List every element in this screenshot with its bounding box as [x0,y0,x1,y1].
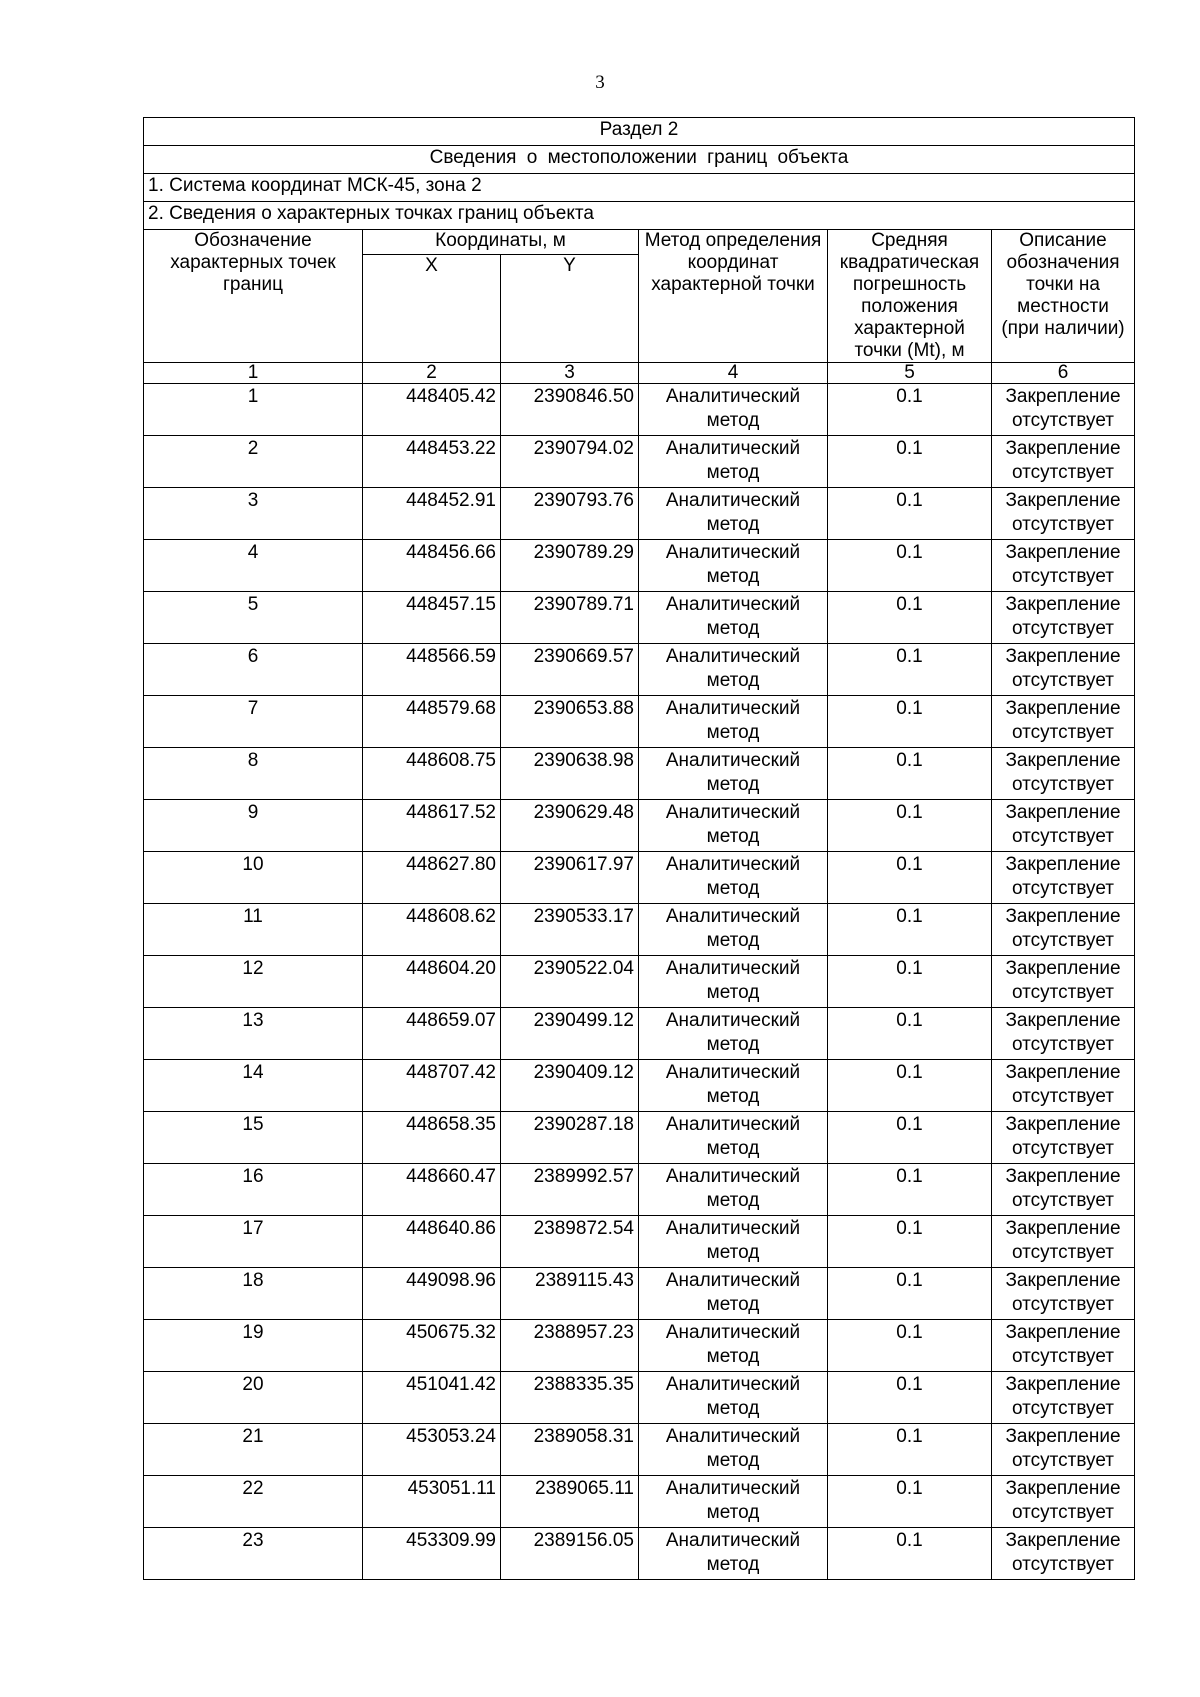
description-cell: Закрепление отсутствует [992,904,1135,956]
table-row [144,1476,1135,1528]
description-cell: Закрепление отсутствует [992,1164,1135,1216]
method-cell: Аналитический метод [639,800,828,852]
method-cell: Аналитический метод [639,1008,828,1060]
table-row [144,1320,1135,1372]
coordinate-x: 450675.32 [363,1320,501,1372]
point-number: 6 [144,644,363,696]
error-cell: 0.1 [828,488,992,540]
coordinate-x: 453053.24 [363,1424,501,1476]
coordinate-y: 2390522.04 [501,956,639,1008]
error-cell: 0.1 [828,1320,992,1372]
table-row [144,540,1135,592]
point-number: 9 [144,800,363,852]
header-method: Метод определения координат характерной точки [639,230,828,363]
table-row [144,384,1135,436]
method-cell: Аналитический метод [639,592,828,644]
error-cell: 0.1 [828,852,992,904]
method-cell: Аналитический метод [639,1476,828,1528]
points-table-body [144,384,1135,1580]
coordinate-y: 2390794.02 [501,436,639,488]
coordinate-x: 448617.52 [363,800,501,852]
coordinate-x: 448456.66 [363,540,501,592]
coordinate-y: 2389156.05 [501,1528,639,1580]
error-cell: 0.1 [828,1528,992,1580]
point-number: 21 [144,1424,363,1476]
section-title: Раздел 2 [144,118,1135,146]
coordinate-x: 448452.91 [363,488,501,540]
coordinate-y: 2390793.76 [501,488,639,540]
coordinate-y: 2390617.97 [501,852,639,904]
section-subtitle: Сведения о местоположении границ объекта [144,146,1135,174]
error-cell: 0.1 [828,644,992,696]
error-cell: 0.1 [828,904,992,956]
table-row [144,644,1135,696]
coordinate-y: 2390789.29 [501,540,639,592]
column-number: 5 [828,363,992,384]
description-cell: Закрепление отсутствует [992,540,1135,592]
table-row [144,1112,1135,1164]
coordinate-x: 448608.75 [363,748,501,800]
coordinate-y: 2390653.88 [501,696,639,748]
description-cell: Закрепление отсутствует [992,1372,1135,1424]
description-cell: Закрепление отсутствует [992,748,1135,800]
point-number: 7 [144,696,363,748]
error-cell: 0.1 [828,1008,992,1060]
page-number: 3 [595,72,605,93]
coordinate-x: 448658.35 [363,1112,501,1164]
description-cell: Закрепление отсутствует [992,436,1135,488]
description-cell: Закрепление отсутствует [992,384,1135,436]
method-cell: Аналитический метод [639,436,828,488]
coordinate-y: 2389872.54 [501,1216,639,1268]
coordinate-y: 2390789.71 [501,592,639,644]
point-number: 16 [144,1164,363,1216]
method-cell: Аналитический метод [639,1164,828,1216]
method-cell: Аналитический метод [639,904,828,956]
points-heading: 2. Сведения о характерных точках границ объекта [144,202,1135,230]
description-cell: Закрепление отсутствует [992,1008,1135,1060]
point-number: 11 [144,904,363,956]
description-cell: Закрепление отсутствует [992,1528,1135,1580]
error-cell: 0.1 [828,1216,992,1268]
description-cell: Закрепление отсутствует [992,696,1135,748]
coordinate-y: 2390533.17 [501,904,639,956]
point-number: 10 [144,852,363,904]
table-row [144,904,1135,956]
coordinate-y: 2388957.23 [501,1320,639,1372]
coordinate-x: 448604.20 [363,956,501,1008]
point-number: 17 [144,1216,363,1268]
error-cell: 0.1 [828,1372,992,1424]
coordinate-y: 2389992.57 [501,1164,639,1216]
description-cell: Закрепление отсутствует [992,644,1135,696]
description-cell: Закрепление отсутствует [992,1424,1135,1476]
table-row [144,1008,1135,1060]
method-cell: Аналитический метод [639,1268,828,1320]
error-cell: 0.1 [828,1268,992,1320]
coordinate-x: 453051.11 [363,1476,501,1528]
method-cell: Аналитический метод [639,1424,828,1476]
error-cell: 0.1 [828,956,992,1008]
method-cell: Аналитический метод [639,644,828,696]
table-row [144,852,1135,904]
coordinate-x: 448579.68 [363,696,501,748]
table-row [144,696,1135,748]
method-cell: Аналитический метод [639,1112,828,1164]
coordinate-y: 2389058.31 [501,1424,639,1476]
header-coordinates: Координаты, м [363,230,639,255]
coordinate-x: 453309.99 [363,1528,501,1580]
header-y: Y [501,254,639,362]
error-cell: 0.1 [828,592,992,644]
coordinate-y: 2390669.57 [501,644,639,696]
column-number: 1 [144,363,363,384]
column-number: 6 [992,363,1135,384]
description-cell: Закрепление отсутствует [992,1476,1135,1528]
table-row [144,1424,1135,1476]
point-number: 2 [144,436,363,488]
description-cell: Закрепление отсутствует [992,1112,1135,1164]
description-cell: Закрепление отсутствует [992,1060,1135,1112]
header-error: Средняя квадратическая погрешность положения характерной точки (Mt), м [828,230,992,363]
coordinate-x: 448453.22 [363,436,501,488]
point-number: 12 [144,956,363,1008]
point-number: 3 [144,488,363,540]
point-number: 23 [144,1528,363,1580]
point-number: 1 [144,384,363,436]
description-cell: Закрепление отсутствует [992,488,1135,540]
point-number: 14 [144,1060,363,1112]
method-cell: Аналитический метод [639,1060,828,1112]
header-description: Описание обозначения точки на местности (при наличии) [992,230,1135,363]
coordinate-y: 2390409.12 [501,1060,639,1112]
method-cell: Аналитический метод [639,1320,828,1372]
coordinate-y: 2389115.43 [501,1268,639,1320]
table-row [144,748,1135,800]
error-cell: 0.1 [828,1476,992,1528]
coordinate-x: 448659.07 [363,1008,501,1060]
table-row [144,800,1135,852]
coordinate-y: 2390287.18 [501,1112,639,1164]
coordinate-y: 2390629.48 [501,800,639,852]
method-cell: Аналитический метод [639,384,828,436]
description-cell: Закрепление отсутствует [992,1320,1135,1372]
method-cell: Аналитический метод [639,1216,828,1268]
table-row [144,1372,1135,1424]
coordinate-x: 448660.47 [363,1164,501,1216]
boundary-points-table [143,117,1135,1580]
coordinate-x: 448707.42 [363,1060,501,1112]
point-number: 22 [144,1476,363,1528]
header-designation: Обозначение характерных точек границ [144,230,363,363]
point-number: 4 [144,540,363,592]
coordinate-x: 448608.62 [363,904,501,956]
point-number: 5 [144,592,363,644]
point-number: 19 [144,1320,363,1372]
description-cell: Закрепление отсутствует [992,800,1135,852]
coordinate-x: 448627.80 [363,852,501,904]
description-cell: Закрепление отсутствует [992,852,1135,904]
coordinate-y: 2389065.11 [501,1476,639,1528]
error-cell: 0.1 [828,1164,992,1216]
coordinate-x: 448566.59 [363,644,501,696]
column-number: 4 [639,363,828,384]
coordinate-x: 448405.42 [363,384,501,436]
coordinate-y: 2390638.98 [501,748,639,800]
coordinate-system: 1. Система координат МСК-45, зона 2 [144,174,1135,202]
coordinate-y: 2388335.35 [501,1372,639,1424]
table-row [144,1164,1135,1216]
table-row [144,956,1135,1008]
error-cell: 0.1 [828,1112,992,1164]
table-row [144,592,1135,644]
error-cell: 0.1 [828,540,992,592]
method-cell: Аналитический метод [639,1372,828,1424]
table-row [144,1060,1135,1112]
error-cell: 0.1 [828,1060,992,1112]
method-cell: Аналитический метод [639,540,828,592]
method-cell: Аналитический метод [639,852,828,904]
point-number: 20 [144,1372,363,1424]
table-row [144,1268,1135,1320]
coordinate-x: 448640.86 [363,1216,501,1268]
coordinate-x: 449098.96 [363,1268,501,1320]
column-number: 3 [501,363,639,384]
method-cell: Аналитический метод [639,748,828,800]
error-cell: 0.1 [828,696,992,748]
coordinate-y: 2390499.12 [501,1008,639,1060]
table-row [144,436,1135,488]
method-cell: Аналитический метод [639,488,828,540]
table-row [144,488,1135,540]
method-cell: Аналитический метод [639,696,828,748]
point-number: 18 [144,1268,363,1320]
error-cell: 0.1 [828,384,992,436]
column-number: 2 [363,363,501,384]
method-cell: Аналитический метод [639,956,828,1008]
table-row [144,1528,1135,1580]
description-cell: Закрепление отсутствует [992,1216,1135,1268]
description-cell: Закрепление отсутствует [992,1268,1135,1320]
point-number: 13 [144,1008,363,1060]
error-cell: 0.1 [828,436,992,488]
description-cell: Закрепление отсутствует [992,956,1135,1008]
table-row [144,1216,1135,1268]
point-number: 8 [144,748,363,800]
error-cell: 0.1 [828,800,992,852]
method-cell: Аналитический метод [639,1528,828,1580]
error-cell: 0.1 [828,748,992,800]
error-cell: 0.1 [828,1424,992,1476]
header-x: X [363,254,501,362]
coordinate-x: 451041.42 [363,1372,501,1424]
description-cell: Закрепление отсутствует [992,592,1135,644]
point-number: 15 [144,1112,363,1164]
coordinate-x: 448457.15 [363,592,501,644]
coordinate-y: 2390846.50 [501,384,639,436]
